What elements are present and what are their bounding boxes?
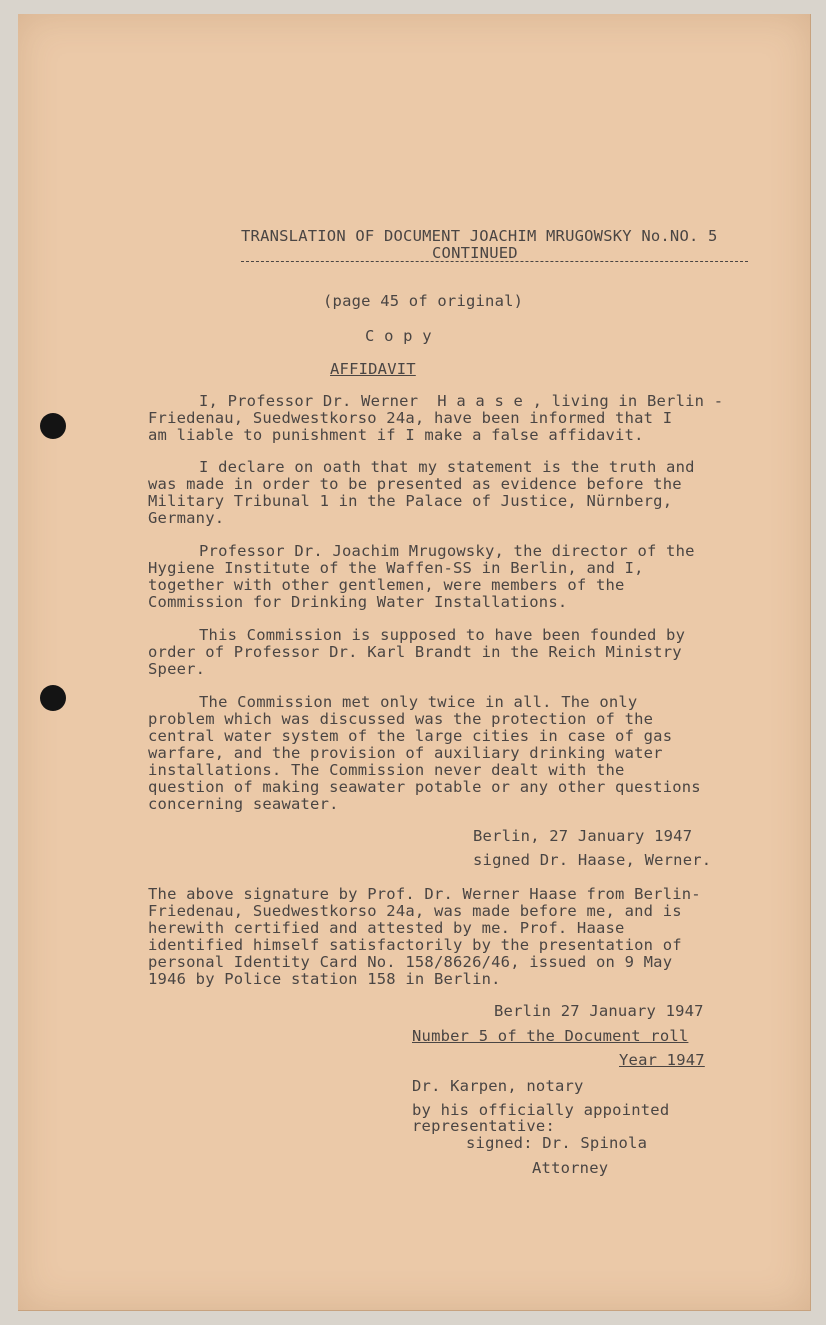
paragraph-line: question of making seawater potable or any other questions — [148, 778, 701, 796]
paragraph-line: problem which was discussed was the protection of the — [148, 710, 654, 728]
notary-appointed-line1: by his officially appointed — [412, 1101, 670, 1119]
paragraph-line: am liable to punishment if I make a false affidavit. — [148, 426, 644, 444]
paragraph-3 — [148, 543, 695, 611]
paragraph-line: I declare on oath that my statement is the truth and — [199, 458, 695, 476]
document-subtitle: CONTINUED — [432, 244, 518, 262]
paragraph-line: The Commission met only twice in all. The only — [199, 693, 638, 711]
paragraph-1 — [148, 393, 723, 444]
certification-line: identified himself satisfactorily by the presentation of — [148, 936, 682, 954]
punch-hole-top — [40, 413, 66, 439]
document-roll-number: Number 5 of the Document roll — [412, 1027, 689, 1045]
certification-line: herewith certified and attested by me. Prof. Haase — [148, 919, 625, 937]
header-rule — [241, 261, 748, 262]
paragraph-line: Professor Dr. Joachim Mrugowsky, the director of the — [199, 542, 695, 560]
paragraph-line: order of Professor Dr. Karl Brandt in the Reich Ministry — [148, 643, 682, 661]
notary-title: Attorney — [532, 1159, 609, 1177]
paragraph-line: Speer. — [148, 660, 206, 678]
paragraph-4 — [148, 627, 685, 678]
affidavit-heading: AFFIDAVIT — [330, 360, 416, 378]
paragraph-line: was made in order to be presented as evidence before the — [148, 475, 682, 493]
paragraph-line: together with other gentlemen, were members of the — [148, 576, 625, 594]
notary-place-date: Berlin 27 January 1947 — [494, 1002, 704, 1020]
paragraph-line: Friedenau, Suedwestkorso 24a, have been informed that I — [148, 409, 673, 427]
certification-line: The above signature by Prof. Dr. Werner Haase from Berlin- — [148, 885, 701, 903]
document-roll-year: Year 1947 — [619, 1051, 705, 1069]
paragraph-line: warfare, and the provision of auxiliary drinking water — [148, 744, 663, 762]
certification-paragraph — [148, 886, 701, 988]
paragraph-line: concerning seawater. — [148, 795, 339, 813]
document-title: TRANSLATION OF DOCUMENT JOACHIM MRUGOWSKY No.NO. 5 — [241, 227, 718, 245]
copy-label: C o p y — [365, 327, 432, 345]
notary-signed: signed: Dr. Spinola — [466, 1134, 648, 1152]
page-reference: (page 45 of original) — [323, 292, 524, 310]
certification-line: 1946 by Police station 158 in Berlin. — [148, 970, 501, 988]
paragraph-line: Hygiene Institute of the Waffen-SS in Berlin, and I, — [148, 559, 644, 577]
paragraph-line: Germany. — [148, 509, 225, 527]
paragraph-line: Military Tribunal 1 in the Palace of Justice, Nürnberg, — [148, 492, 673, 510]
signature-place-date: Berlin, 27 January 1947 — [473, 827, 693, 845]
paragraph-line: Commission for Drinking Water Installations. — [148, 593, 568, 611]
signature-signed: signed Dr. Haase, Werner. — [473, 851, 712, 869]
notary-name: Dr. Karpen, notary — [412, 1077, 584, 1095]
paragraph-line: central water system of the large cities in case of gas — [148, 727, 673, 745]
paragraph-line: I, Professor Dr. Werner H a a s e , living in Berlin - — [199, 392, 724, 410]
paragraph-line: installations. The Commission never dealt with the — [148, 761, 625, 779]
paragraph-5 — [148, 694, 701, 813]
punch-hole-bottom — [40, 685, 66, 711]
paragraph-2 — [148, 459, 695, 527]
certification-line: Friedenau, Suedwestkorso 24a, was made before me, and is — [148, 902, 682, 920]
paragraph-line: This Commission is supposed to have been founded by — [199, 626, 686, 644]
notary-appointed-line2: representative: — [412, 1117, 555, 1135]
certification-line: personal Identity Card No. 158/8626/46, issued on 9 May — [148, 953, 673, 971]
